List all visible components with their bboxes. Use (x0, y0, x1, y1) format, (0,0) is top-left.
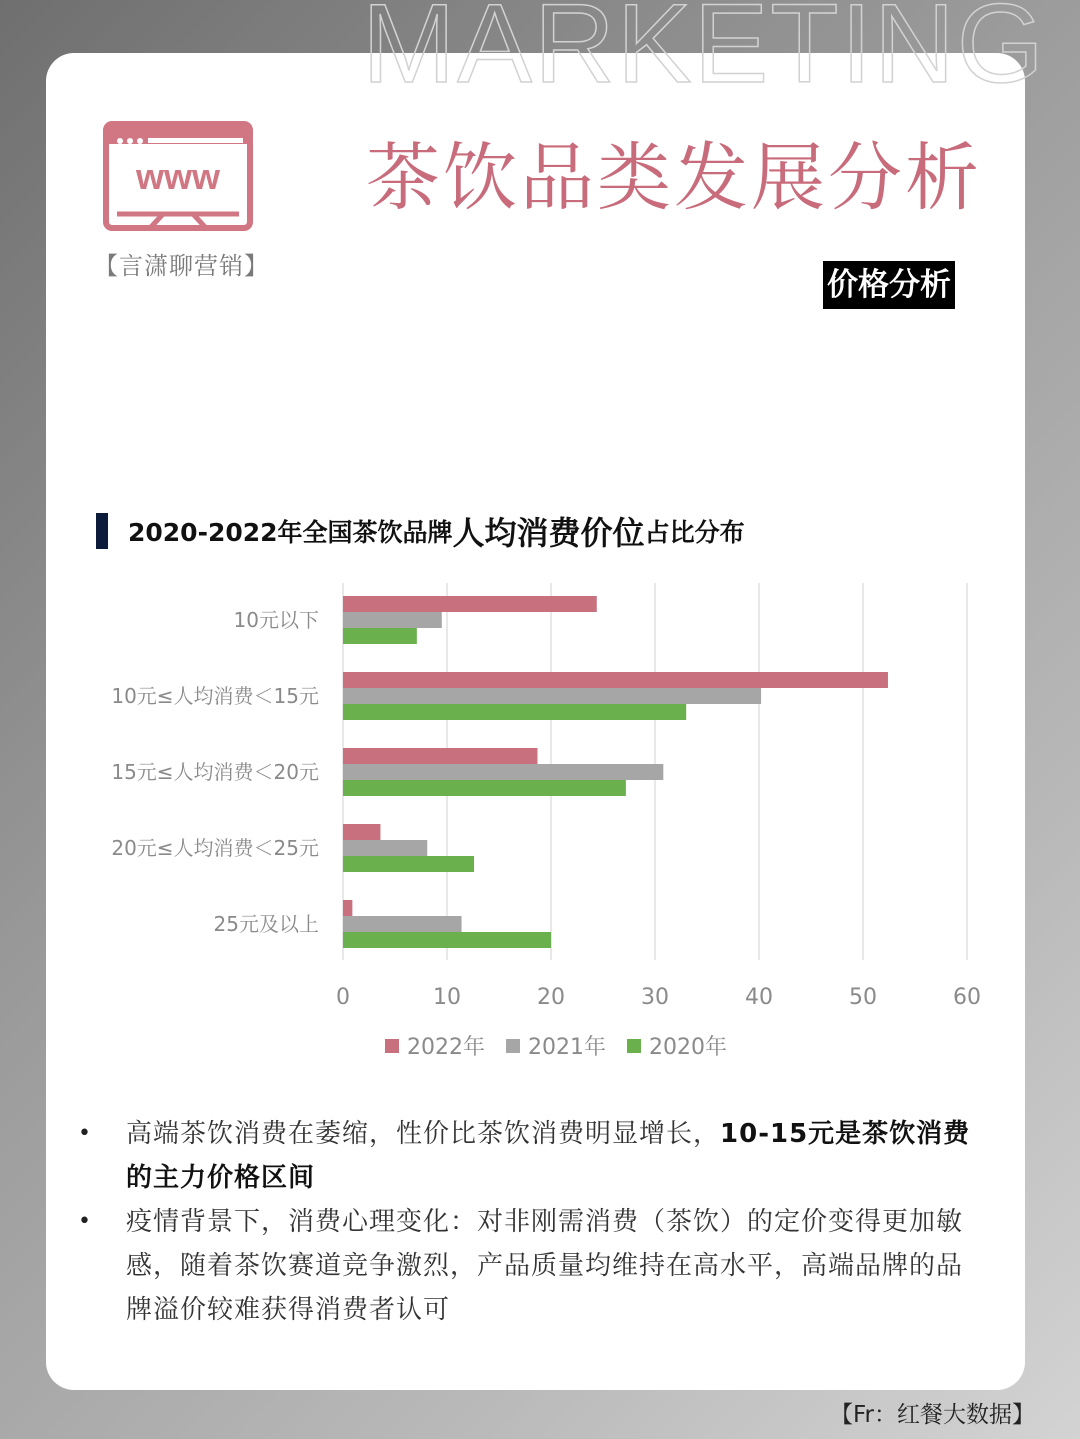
bullet-list (76, 1112, 986, 1332)
category-label: 20元≤人均消费＜25元 (111, 836, 319, 860)
category-label: 15元≤人均消费＜20元 (111, 760, 319, 784)
bullet-dot: • (78, 1209, 91, 1234)
bar (343, 780, 626, 796)
bullet-item (76, 1200, 986, 1332)
x-tick-label: 0 (336, 985, 350, 1010)
chart-heading-suffix: 占比分布 (644, 518, 745, 547)
bar (343, 900, 352, 916)
bar (343, 856, 474, 872)
bar (343, 596, 597, 612)
category-label: 10元≤人均消费＜15元 (111, 684, 319, 708)
bullet-text: 高端茶饮消费在萎缩，性价比茶饮消费明显增长，10-15元是茶饮消费的主力价格区间 (126, 1119, 971, 1193)
legend-swatch (506, 1039, 520, 1053)
legend-swatch (385, 1039, 399, 1053)
bullet-emphasis: 10-15元是茶饮消费的主力价格区间 (126, 1119, 971, 1193)
chart-heading-emphasis: 人均消费价位 (452, 514, 645, 552)
bar (343, 764, 663, 780)
chart-heading-prefix: 2020-2022年全国茶饮品牌 (128, 518, 453, 547)
legend-swatch (627, 1039, 641, 1053)
bar (343, 932, 551, 948)
legend-label: 2020年 (649, 1035, 727, 1060)
watermark-text: MARKETING (362, 0, 1046, 106)
bullet-text: 疫情背景下，消费心理变化：对非刚需消费（茶饮）的定价变得更加敏感，随着茶饮赛道竞争激烈，产品质量均维持在高水平，高端品牌的品牌溢价较难获得消费者认可 (126, 1207, 964, 1325)
logo-text: www (135, 156, 221, 197)
page-title: 茶饮品类发展分析 (366, 135, 982, 221)
bar (343, 840, 427, 856)
category-label: 25元及以上 (213, 912, 319, 936)
bar (343, 748, 537, 764)
x-tick-label: 10 (433, 985, 461, 1010)
x-tick-label: 60 (953, 985, 981, 1010)
bullet-item (76, 1112, 986, 1200)
x-tick-label: 40 (745, 985, 773, 1010)
legend-label: 2021年 (528, 1035, 606, 1060)
section-tag: 价格分析 (823, 261, 955, 309)
bar (343, 824, 380, 840)
x-tick-label: 50 (849, 985, 877, 1010)
source-label: 【Fr：红餐大数据】 (830, 1402, 1036, 1428)
bar (343, 916, 462, 932)
bar (343, 612, 442, 628)
bar (343, 704, 686, 720)
x-tick-label: 30 (641, 985, 669, 1010)
bullet-dot: • (78, 1121, 91, 1146)
brand-label: 【言潇聊营销】 (94, 252, 269, 280)
legend-label: 2022年 (407, 1035, 485, 1060)
bar (343, 672, 888, 688)
bar (343, 688, 761, 704)
x-tick-label: 20 (537, 985, 565, 1010)
bar (343, 628, 417, 644)
category-label: 10元以下 (233, 608, 319, 632)
